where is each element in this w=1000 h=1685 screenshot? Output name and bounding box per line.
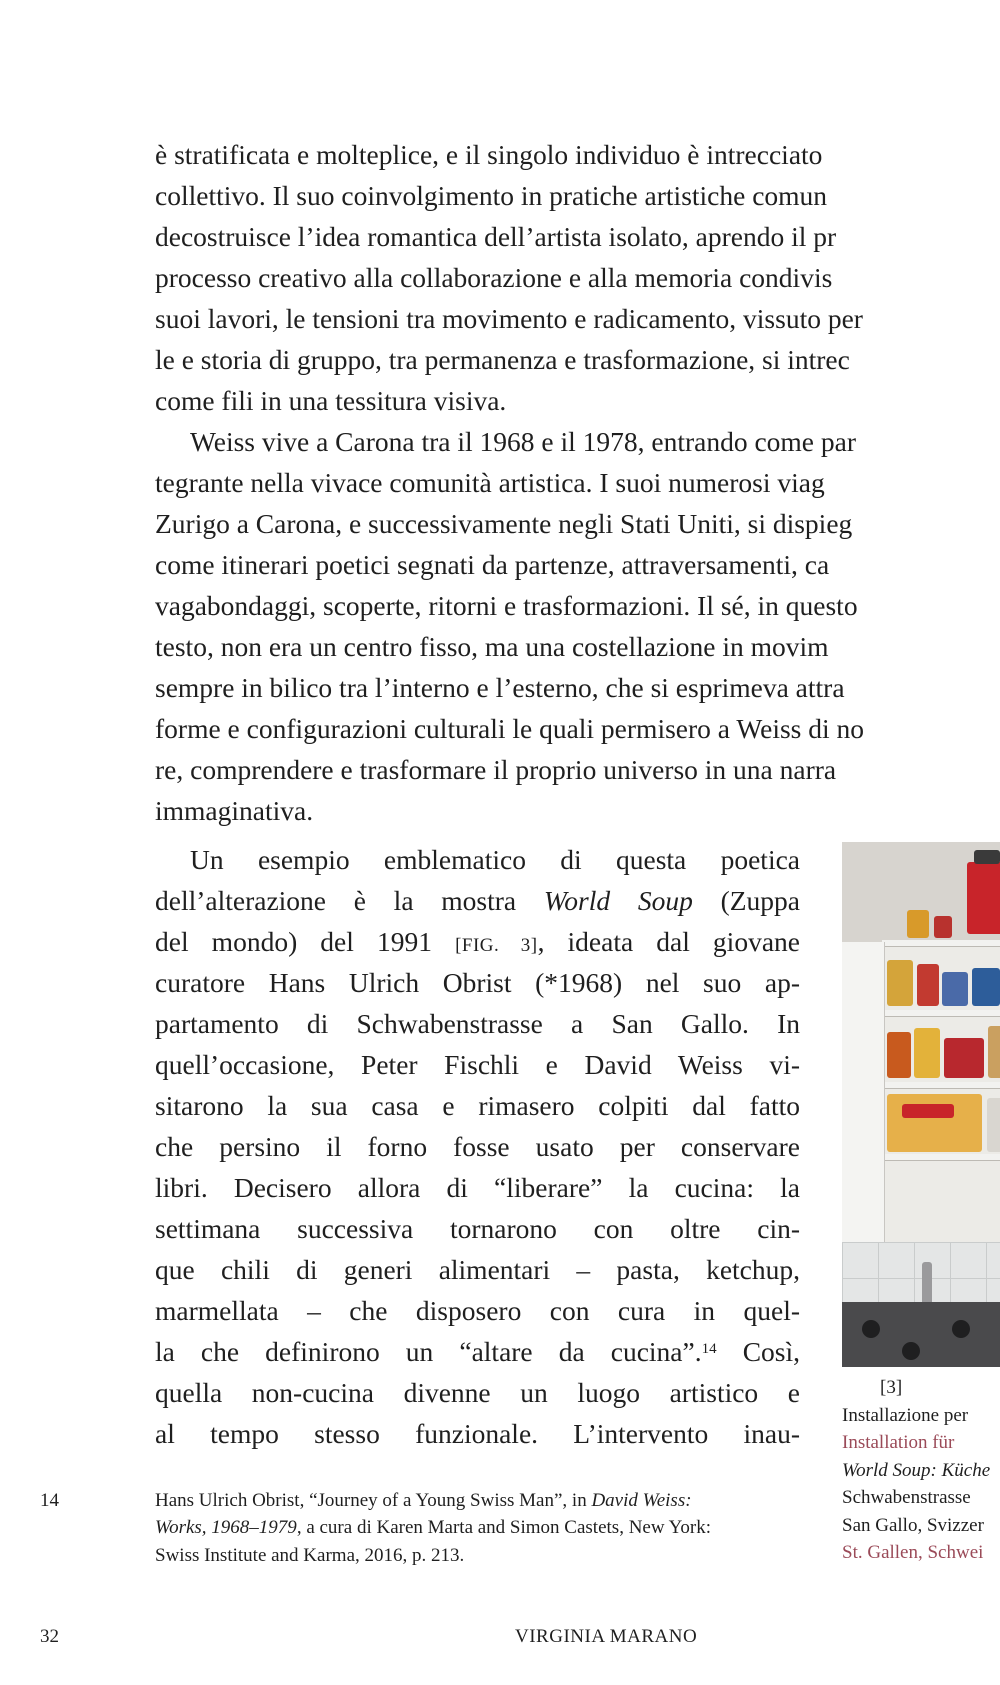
text-line: processo creativo alla collaborazione e alla memoria condivis: [155, 262, 833, 293]
shelf: [882, 1010, 1000, 1017]
caption-number: [3]: [880, 1377, 903, 1398]
pasta-bag: [887, 1094, 982, 1152]
text-line: la che definirono un “altare da cucina”.$^{14}$ Così,: [155, 1336, 800, 1367]
figure-reference[interactable]: [FIG. 3]: [455, 935, 538, 956]
caption-line: San Gallo, Svizzer: [842, 1515, 984, 1536]
text-line: collettivo. Il suo coinvolgimento in pratiche artistiche comun: [155, 180, 828, 211]
text-line: libri. Decisero allora di “liberare” la cucina: la: [155, 1172, 800, 1203]
burner: [862, 1320, 880, 1338]
can: [917, 964, 939, 1006]
text-line: Zurigo a Carona, e successivamente negli Stati Uniti, si dispieg: [155, 508, 853, 539]
text-line: suoi lavori, le tensioni tra movimento e radicamento, vissuto per: [155, 303, 863, 334]
caption-line-german: St. Gallen, Schwei: [842, 1542, 984, 1563]
text-line: re, comprendere e trasformare il proprio universo in una narra: [155, 754, 837, 785]
bottle-cap: [974, 850, 1000, 864]
pasta-label: [902, 1104, 954, 1118]
package: [987, 1098, 1000, 1152]
text-line: quell’occasione, Peter Fischli e David Weiss vi-: [155, 1049, 800, 1080]
text-line: dell’alterazione è la mostra World Soup (Zuppa: [155, 885, 800, 916]
text-line: che persino il forno fosse usato per conservare: [155, 1131, 800, 1162]
text-line: del mondo) del 1991 [FIG. 3], ideata dal giovane: [155, 926, 800, 957]
text-line: testo, non era un centro fisso, ma una costellazione in movim: [155, 631, 829, 662]
kitchen-installation-photo: [842, 842, 1000, 1367]
text-line: immaginativa.: [155, 795, 314, 826]
text-line: quella non-cucina divenne un luogo artistico e: [155, 1377, 800, 1408]
caption-line: World Soup: Küche: [842, 1460, 991, 1481]
jar: [887, 1032, 911, 1078]
exhibition-title: World Soup: [543, 885, 693, 916]
text-line: sitarono la sua casa e rimasero colpiti dal fatto: [155, 1090, 800, 1121]
footnote-marker[interactable]: 14: [701, 1341, 717, 1357]
can: [887, 960, 913, 1006]
footnote-line: Works, 1968–1979, a cura di Karen Marta and Simon Castets, New York:: [155, 1517, 712, 1538]
text-line: vagabondaggi, scoperte, ritorni e trasformazioni. Il sé, in questo: [155, 590, 858, 621]
footnote-line: Hans Ulrich Obrist, “Journey of a Young Swiss Man”, in David Weiss:: [155, 1490, 692, 1511]
jar: [914, 1028, 940, 1078]
can: [942, 972, 968, 1006]
box: [972, 968, 1000, 1006]
text-line: que chili di generi alimentari – pasta, ketchup,: [155, 1254, 800, 1285]
text-line: marmellata – che disposero con cura in quel-: [155, 1295, 800, 1326]
shelf: [882, 1082, 1000, 1089]
text-line: al tempo stesso funzionale. L’intervento inau-: [155, 1418, 800, 1449]
shelf: [882, 940, 1000, 947]
text-line: come fili in una tessitura visiva.: [155, 385, 507, 416]
caption-line: Schwabenstrasse: [842, 1487, 971, 1508]
text-line: partamento di Schwabenstrasse a San Gallo. In: [155, 1008, 800, 1039]
footnote-number: 14: [40, 1490, 59, 1511]
text-line: come itinerari poetici segnati da partenze, attraversamenti, ca: [155, 549, 830, 580]
text-line: settimana successiva tornarono con oltre cin-: [155, 1213, 800, 1244]
text-line: sempre in bilico tra l’interno e l’esterno, che si esprimeva attra: [155, 672, 845, 703]
text-line: Weiss vive a Carona tra il 1968 e il 1978, entrando come par: [190, 426, 856, 457]
package: [988, 1026, 1000, 1078]
burner: [902, 1342, 920, 1360]
cabinet-door: [842, 942, 885, 1242]
shelf: [882, 1154, 1000, 1161]
ketchup-bottle: [967, 862, 1000, 934]
text-line: le e storia di gruppo, tra permanenza e trasformazione, si intrec: [155, 344, 850, 375]
package: [944, 1038, 984, 1078]
jar: [907, 910, 929, 938]
running-head: VIRGINIA MARANO: [515, 1626, 698, 1647]
footnote-line: Swiss Institute and Karma, 2016, p. 213.: [155, 1545, 465, 1566]
text-line: decostruisce l’idea romantica dell’artista isolato, aprendo il pr: [155, 221, 837, 252]
text-line: curatore Hans Ulrich Obrist (*1968) nel suo ap-: [155, 967, 800, 998]
page-number: 32: [40, 1626, 59, 1647]
text-line: forme e configurazioni culturali le quali permisero a Weiss di no: [155, 713, 864, 744]
jar: [934, 916, 952, 938]
text-line: Un esempio emblematico di questa poetica: [190, 844, 800, 875]
caption-line-german: Installation für: [842, 1432, 955, 1453]
caption-line: Installazione per: [842, 1405, 969, 1426]
burner: [952, 1320, 970, 1338]
text-line: tegrante nella vivace comunità artistica. I suoi numerosi viag: [155, 467, 825, 498]
text-line: è stratificata e molteplice, e il singolo individuo è intrecciato: [155, 139, 823, 170]
